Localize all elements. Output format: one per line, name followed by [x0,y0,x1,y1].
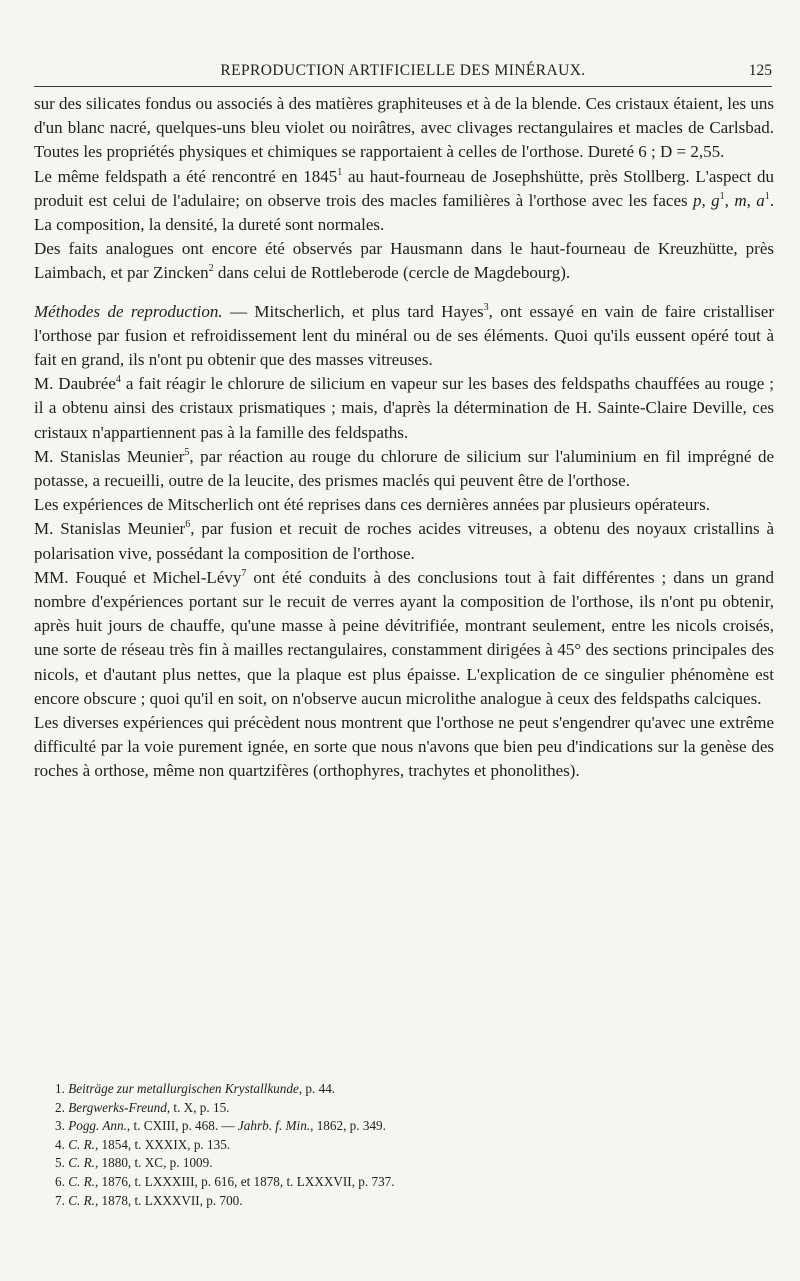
footnote-ref-2: 2 [208,263,214,275]
footnote-7 [55,1192,755,1211]
footnote-source: C. R. [68,1192,95,1208]
footnote-source: Pogg. Ann. [68,1118,127,1134]
footnote-source: C. R. [68,1173,95,1189]
paragraph-8 [34,517,774,565]
footnote-source-2: Jahrb. f. Min. [237,1118,311,1134]
paragraph-10: Les diverses expériences qui précèdent nous montrent que l'orthose ne peut s'engendrer qu'avec une extrême difficulté par la voie purement ignée, en sorte que nous n'avons que bien peu d'indications sur la genèse des roches à orthose, même non quartzifères (orthophyres, trachytes et phonolithes). [34,713,774,781]
paragraph-3-text-b: dans celui de Rottleberode (cercle de Magdebourg). [213,263,571,283]
paragraph-3-text-a: Des faits analogues ont encore été observés par Hausmann dans le haut-fourneau de Kreuzhütte, près Laimbach, et par Zincken [34,239,774,283]
paragraph-9 [34,566,774,711]
paragraph-8-text-b: , par fusion et recuit de roches acides vitreuses, a obtenu des noyaux cristallins à polarisation vive, possédant la composition de l'orthose. [34,519,775,563]
footnotes [55,1080,755,1210]
footnote-source: C. R. [68,1136,95,1152]
paragraph-2 [34,165,774,238]
paragraph-9-text-b: ont été conduits à des conclusions tout à fait différentes ; dans un grand nombre d'expériences portant sur le recuit de verres ayant la composition de l'orthose, ils n'ont pu obtenir, après huit jours de chauffe, qu'une masse à peine dévitrifiée, montrant seulement, entre les nicols croisés, une sorte de réseau très fin à mailles rectangulaires, constamment dirigées à 45° des sections principales des nicols, et d'autant plus nettes, que la plaque est plus épaisse. L'explication de ce singulier phénomène est encore obscure ; quoi qu'il en soit, on n'observe aucun microlithe analogue à ceux des feldspaths calciques. [34,567,774,708]
footnote-2 [55,1099,755,1118]
footnote-1 [55,1080,755,1099]
footnote-6 [55,1173,755,1192]
footnote-number: 6. [55,1173,65,1189]
paragraph-6-text-a: M. Stanislas Meunier [34,446,185,466]
paragraph-9-text-a: MM. Fouqué et Michel-Lévy [34,567,242,587]
footnote-ref-detail: , t. X, p. 15. [166,1099,230,1115]
footnote-ref-detail: , 1880, t. XC, p. 1009. [94,1155,213,1171]
footnote-number: 1. [55,1081,65,1096]
paragraph-2-text-a: Le même feldspath a été rencontré en 1845 [34,166,338,186]
paragraph-6 [34,445,774,493]
paragraph-5-text-a: M. Daubrée [34,374,116,394]
paragraph-5-text-b: a fait réagir le chlorure de silicium en vapeur sur les bases des feldspaths chauffées au rouge ; il a obtenu ainsi des cristaux prismatiques ; mais, d'après la détermination de H. Sainte-Claire Deville, ces cristaux n'appartiennent pas à la famille des feldspaths. [34,374,774,442]
footnote-ref-detail-2: , 1862, p. 349. [310,1118,386,1134]
paragraph-1: sur des silicates fondus ou associés à des matières graphiteuses et à de la blende. Ces cristaux étaient, les uns d'un blanc nacré, quelques-uns bleu violet ou noirâtres, avec clivages rectangulaires et macles de Carlsbad. Toutes les propriétés physiques et chimiques se rapportaient à celles de l'orthose. Dureté 6 ; D = 2,55. [34,94,774,162]
page-header [34,62,772,87]
paragraph-4 [34,300,774,373]
footnote-number: 7. [55,1192,65,1208]
paragraph-2-text-c: . La composition, la densité, la dureté sont normales. [34,190,775,235]
section-title: Méthodes de reproduction. [34,301,223,321]
footnote-ref-4: 4 [115,374,121,386]
paragraph-3 [34,237,774,285]
footnote-number: 5. [55,1155,65,1171]
paragraph-4-text-a: — Mitscherlich, et plus tard Hayes [222,301,484,321]
running-title: REPRODUCTION ARTIFICIELLE DES MINÉRAUX. [220,62,586,79]
face-index-a: 1 [719,190,725,202]
paragraph-8-text-a: M. Stanislas Meunier [34,519,186,539]
footnote-ref-3: 3 [483,301,489,313]
crystal-faces-a: p, g [693,190,720,210]
paragraph-2-text-b: au haut-fourneau de Josephshütte, près Stollberg. L'aspect du produit est celui de l'adulaire; on observe trois des macles familières à l'orthose avec les faces [34,166,774,210]
footnote-5 [55,1154,755,1173]
footnote-ref-detail: , t. CXIII, p. 468. — [126,1118,238,1134]
footnote-ref-detail: , 1876, t. LXXXIII, p. 616, et 1878, t. LXXXVII, p. 737. [94,1173,395,1189]
footnote-ref-detail: , 1854, t. XXXIX, p. 135. [94,1136,231,1152]
paragraph-7: Les expériences de Mitscherlich ont été reprises dans ces dernières années par plusieurs opérateurs. [34,495,710,515]
footnote-ref-5: 5 [184,446,190,458]
footnote-ref-7: 7 [241,567,247,579]
footnote-4 [55,1136,755,1155]
footnote-ref-1: 1 [337,166,343,178]
footnote-ref-detail: , p. 44. [298,1081,336,1096]
body-text [34,92,774,784]
crystal-faces-b: , m, a [724,190,765,210]
footnote-ref-detail: , 1878, t. LXXXVII, p. 700. [94,1192,243,1208]
page-number: 125 [748,62,772,79]
footnote-source: C. R. [68,1155,95,1171]
footnote-number: 2. [55,1099,65,1115]
footnote-ref-6: 6 [185,519,191,531]
footnote-source: Bergwerks-Freund [68,1099,167,1115]
footnote-number: 4. [55,1136,65,1152]
footnote-3 [55,1117,755,1136]
paragraph-5 [34,372,774,445]
face-index-b: 1 [764,190,770,202]
paragraph-4-text-b: , ont essayé en vain de faire cristalliser l'orthose par fusion et refroidissement lent du minéral ou de ses éléments. Quoi qu'ils eussent opéré tout à fait en grand, ils n'ont pu obtenir que des masses vitreuses. [34,301,774,370]
footnote-number: 3. [55,1118,65,1134]
paragraph-6-text-b: , par réaction au rouge du chlorure de silicium sur l'aluminium en fil imprégné de potasse, a recueilli, outre de la leucite, des prismes maclés qui peuvent être de l'orthose. [34,446,775,491]
footnote-source: Beiträge zur metallurgischen Krystallkunde [68,1081,299,1096]
